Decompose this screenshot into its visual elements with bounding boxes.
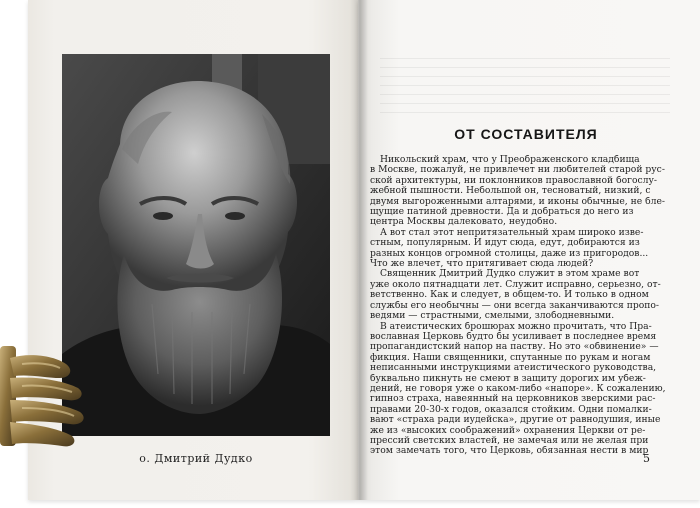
page-number: 5 (643, 452, 650, 465)
body-text (370, 155, 682, 457)
text-line: неписанными инструкциями атеистического руководства, (370, 363, 657, 374)
text-line: стным, популярным. И идут сюда, едут, добираются из (370, 238, 640, 249)
text-line: В атеистических брошюрах можно прочитать, что Пра- (380, 321, 652, 332)
text-line: пропагандистский напор на паству. Но это «обвинение» — (370, 342, 659, 353)
text-line: в Москве, пожалуй, не привлечет ни любителей старой рус- (370, 165, 665, 176)
text-line: ветственно. Как и следует, в общем-то. И только в одном (370, 290, 649, 301)
text-line: вославная Церковь будто бы усиливает в последнее время (370, 331, 657, 342)
portrait-photo (62, 54, 330, 436)
text-line: разных концов огромной столицы, даже из пригородов... (370, 248, 649, 259)
text-line: вают «страха ради иудейска», другие от равнодушия, иные (370, 415, 661, 426)
text-line: же из «высоких соображений» охранения Церкви от ре- (370, 425, 646, 436)
text-line: правами 20-30-х годов, оказался стойким. Одни помалки- (370, 404, 652, 415)
show-through-text (380, 58, 670, 118)
section-heading: ОТ СОСТАВИТЕЛЯ (454, 126, 598, 142)
text-line: щущие патиной древности. Да и добраться до него из (370, 207, 634, 218)
brass-hand-bookholder (0, 338, 90, 458)
text-line: прессий светских властей, не замечая или не желая при (370, 435, 649, 446)
text-line: дений, не говоря уже о каком-либо «напоре». К сожалению, (370, 383, 666, 394)
text-line: ской архитектуры, ни поклонников православной богослу- (370, 175, 657, 186)
text-line: службы его необычны — они всегда заканчиваются пропо- (370, 300, 660, 311)
text-line: буквально пикнуть не смеют в защиту дорогих им убеж- (370, 373, 646, 384)
text-line: гипноз страха, навеянный на церковников зверскими рас- (370, 394, 656, 405)
photo-caption: о. Дмитрий Дудко (139, 452, 253, 465)
text-line: центра Москвы далековато, неудобно. (370, 217, 558, 228)
text-line: фикция. Наши священники, спутанные по рукам и ногам (370, 352, 651, 363)
text-line: жебной пышности. Небольшой он, тесноватый, низкий, с (370, 186, 651, 197)
text-line: Что же влечет, что притягивает сюда людей? (370, 259, 594, 270)
text-line: Никольский храм, что у Преображенского кладбища (380, 155, 640, 165)
text-line: Священник Дмитрий Дудко служит в этом храме вот (380, 269, 640, 280)
text-line: ведями — страстными, смелыми, злободневными. (370, 311, 615, 322)
text-line: А вот стал этот непритязательный храм широко изве- (380, 227, 644, 238)
book-spine (350, 0, 368, 500)
text-line: этом замечать того, что Церковь, обязанная нести в мир (370, 446, 649, 457)
text-line: уже около пятнадцати лет. Служит исправно, серьезно, от- (370, 279, 661, 290)
text-line: двумя выгороженными алтарями, и иконы обычные, не бле- (370, 196, 665, 207)
